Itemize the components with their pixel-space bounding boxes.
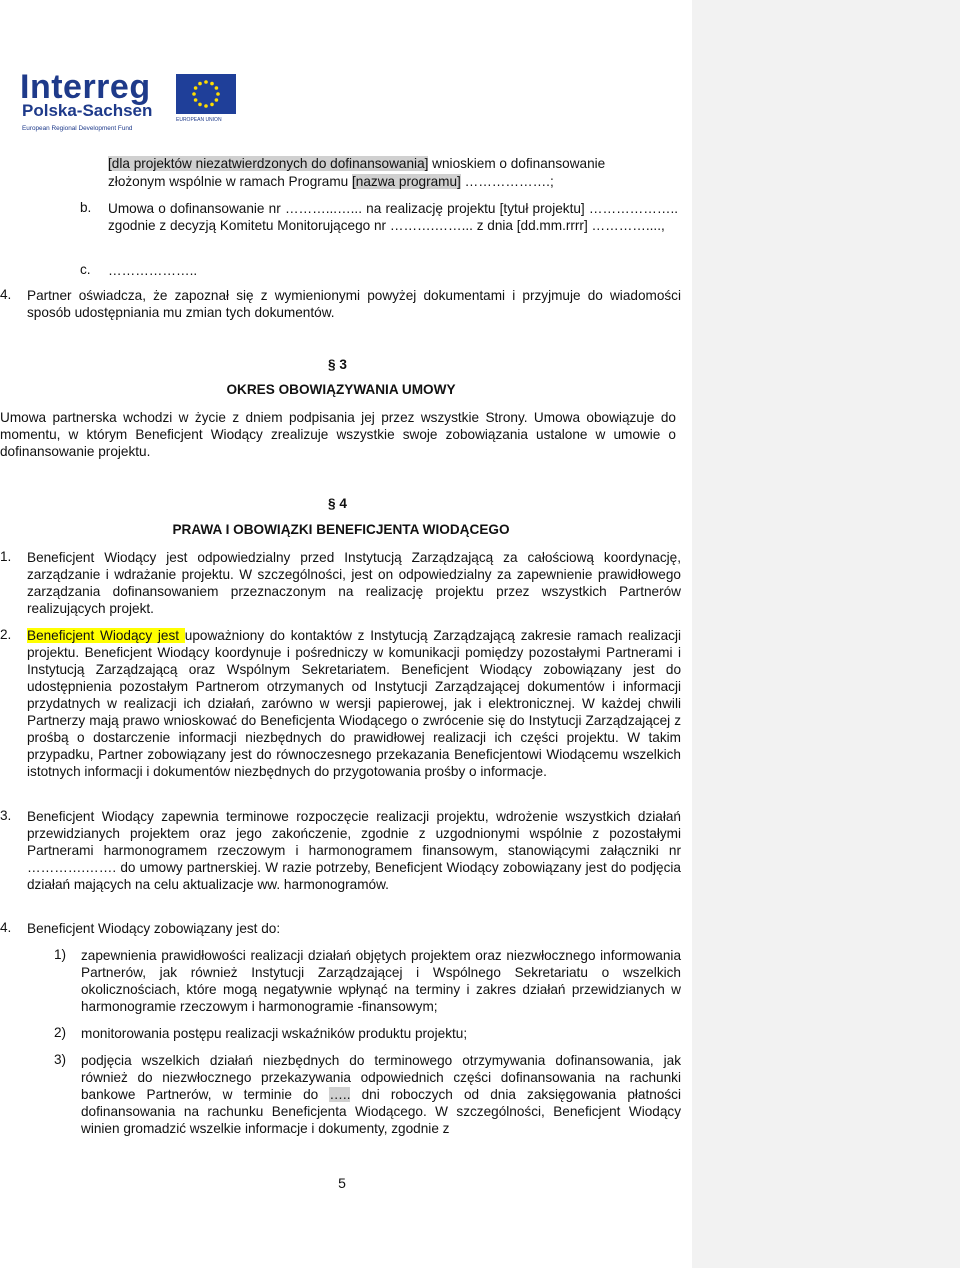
eu-flag-icon <box>176 74 236 114</box>
highlighted-placeholder: [dla projektów niezatwierdzonych do dofinansowania] <box>108 156 429 171</box>
eu-label: EUROPEAN UNION <box>176 117 222 123</box>
intro-line-1 <box>108 155 678 172</box>
s4-sub1-label: 1) <box>54 947 67 962</box>
s4-p4-label: 4. <box>0 920 12 935</box>
section-4-title: PRAWA I OBOWIĄZKI BENEFICJENTA WIODĄCEGO <box>172 522 510 537</box>
page-number: 5 <box>338 1175 346 1191</box>
section-3-title: OKRES OBOWIĄZYWANIA UMOWY <box>226 382 456 397</box>
section-3-text: Umowa partnerska wchodzi w życie z dniem podpisania jej przez wszystkie Strony. Umowa obowiązuje do momentu, w którym Beneficjent Wiodący zrealizuje wszystkie swoje zobowiązania ustalone w umowie o dofinansowanie projektu. <box>0 410 676 459</box>
logo-wordmark: Interreg <box>20 68 151 106</box>
s4-sub2-label: 2) <box>54 1025 67 1040</box>
section-4-mark: § 4 <box>328 496 347 511</box>
item-c-label: c. <box>80 262 91 277</box>
highlighted-text: Beneficjent Wiodący jest <box>27 628 185 643</box>
s4-sub2-text: monitorowania postępu realizacji wskaźników produktu projektu; <box>81 1026 468 1041</box>
logo-fund-text: European Regional Development Fund <box>22 125 133 132</box>
item-4-text: Partner oświadcza, że zapoznał się z wymienionymi powyżej dokumentami i przyjmuje do wiadomości sposób udostępniania mu zmian tych dokumentów. <box>27 288 681 320</box>
interreg-logo <box>20 70 230 140</box>
item-b-label: b. <box>80 200 92 215</box>
s4-sub3-text-a: podjęcia wszelkich działań niezbędnych do terminowego otrzymywania dofinansowania, jak również do niezwłocznego przekazywania odpowiednich części dofinansowania na rachunki bankowe Partnerów, w terminie do <box>81 1053 681 1102</box>
s4-p2-body: upoważniony do kontaktów z Instytucją Zarządzającą zakresie ramach realizacji projektu. Beneficjent Wiodący koordynuje i pośredniczy w komunikacji pomiędzy pozostałymi Partnerami i Instytucją Zarządzającą oraz Wspólnym Sekretariatem. Beneficjent Wiodący zobowiązany jest do udostępnienia pozostałym Partnerom otrzymanych od Instytucji Zarządzającej dokumentów i informacji przydatnych w realizacji ich działań, zarówno w wersji papierowej, jak i elektronicznej. W każdej chwili Partnerzy mają prawo wnioskować do Beneficjenta Wiodącego o zwrócenie się do Instytucji Zarządzającej z prośbą o dostarczenie informacji niezbędnych do prawidłowej realizacji ich części projektu. W takim przypadku, Partner zobowiązany jest do równoczesnego przekazania Beneficjentowi Wiodącemu wszelkich istotnych informacji i dokumentów niezbędnych do przygotowania prośby o informacje. <box>27 628 681 779</box>
intro-line-2-dots: ……………….; <box>460 174 554 189</box>
s4-p1-text: Beneficjent Wiodący jest odpowiedzialny przed Instytucją Zarządzającą za całościową koordynację, zarządzanie i wdrażanie projektu. W szczególności, jest on odpowiedzialny za zapewnienie prawidłowego zarządzania dofinansowaniem przeznaczonym na realizację projektu przez wszystkich Partnerów realizujących projekt. <box>27 550 681 616</box>
s4-p3-text: Beneficjent Wiodący zapewnia terminowe rozpoczęcie realizacji projektu, wdrożenie wszystkich działań przewidzianych projektem oraz jego zakończenie, zgodnie z uzgodnionymi wspólnie z pozostałymi Partnerami harmonogramem rzeczowym i harmonogramem finansowym, stanowiącymi załączniki nr ………….……. do umowy partnerskiej. W razie potrzeby, Beneficjent Wiodący zobowiązany jest do podjęcia działań mających na celu aktualizacje ww. harmonogramów. <box>27 809 681 892</box>
s4-sub1-text: zapewnienia prawidłowości realizacji działań objętych projektem oraz niezwłocznego informowania Partnerów, jak również Instytucji Zarządzającej i Wspólnego Sekretariatu o wszelkich okolicznościach, które mogą negatywnie wpłynąć na terminy i zakres działań przewidzianych w harmonogramie rzeczowym i harmonogramie -finansowym; <box>81 948 681 1014</box>
highlighted-days: ….. <box>329 1087 351 1102</box>
item-b-text: Umowa o dofinansowanie nr ………...…... na realizację projektu [tytuł projektu] ……………….. zgodnie z decyzją Komitetu Monitorującego nr ……….……... z dnia [dd.mm.rrrr] …………...., <box>108 201 678 233</box>
section-3-mark: § 3 <box>328 357 347 372</box>
intro-line-2-text: złożonym wspólnie w ramach Programu <box>108 174 353 189</box>
intro-line-2 <box>108 173 678 190</box>
s4-p2-label: 2. <box>0 627 12 642</box>
highlighted-program-name: [nazwa programu] <box>352 174 461 189</box>
s4-sub3-text <box>81 1052 681 1137</box>
s4-p1-label: 1. <box>0 549 12 564</box>
s4-p3-label: 3. <box>0 808 12 823</box>
s4-p4-text: Beneficjent Wiodący zobowiązany jest do: <box>27 921 281 936</box>
s4-p2-text <box>27 627 681 780</box>
s4-sub3-label: 3) <box>54 1052 67 1067</box>
logo-subtitle: Polska-Sachsen <box>22 101 153 120</box>
item-4-label: 4. <box>0 287 12 302</box>
s4-sub3-text-b: dni roboczych od dnia zaksięgowania płatności dofinansowania na rachunku Beneficjenta Wiodącego. W szczególności, Beneficjent Wiodący winien gromadzić wszelkie informacje i dokumenty, zgodnie z <box>81 1087 681 1136</box>
comment-margin-panel <box>692 0 960 1268</box>
intro-line-1-text: wnioskiem o dofinansowanie <box>428 156 606 171</box>
item-c-text: ……………….. <box>108 263 198 278</box>
